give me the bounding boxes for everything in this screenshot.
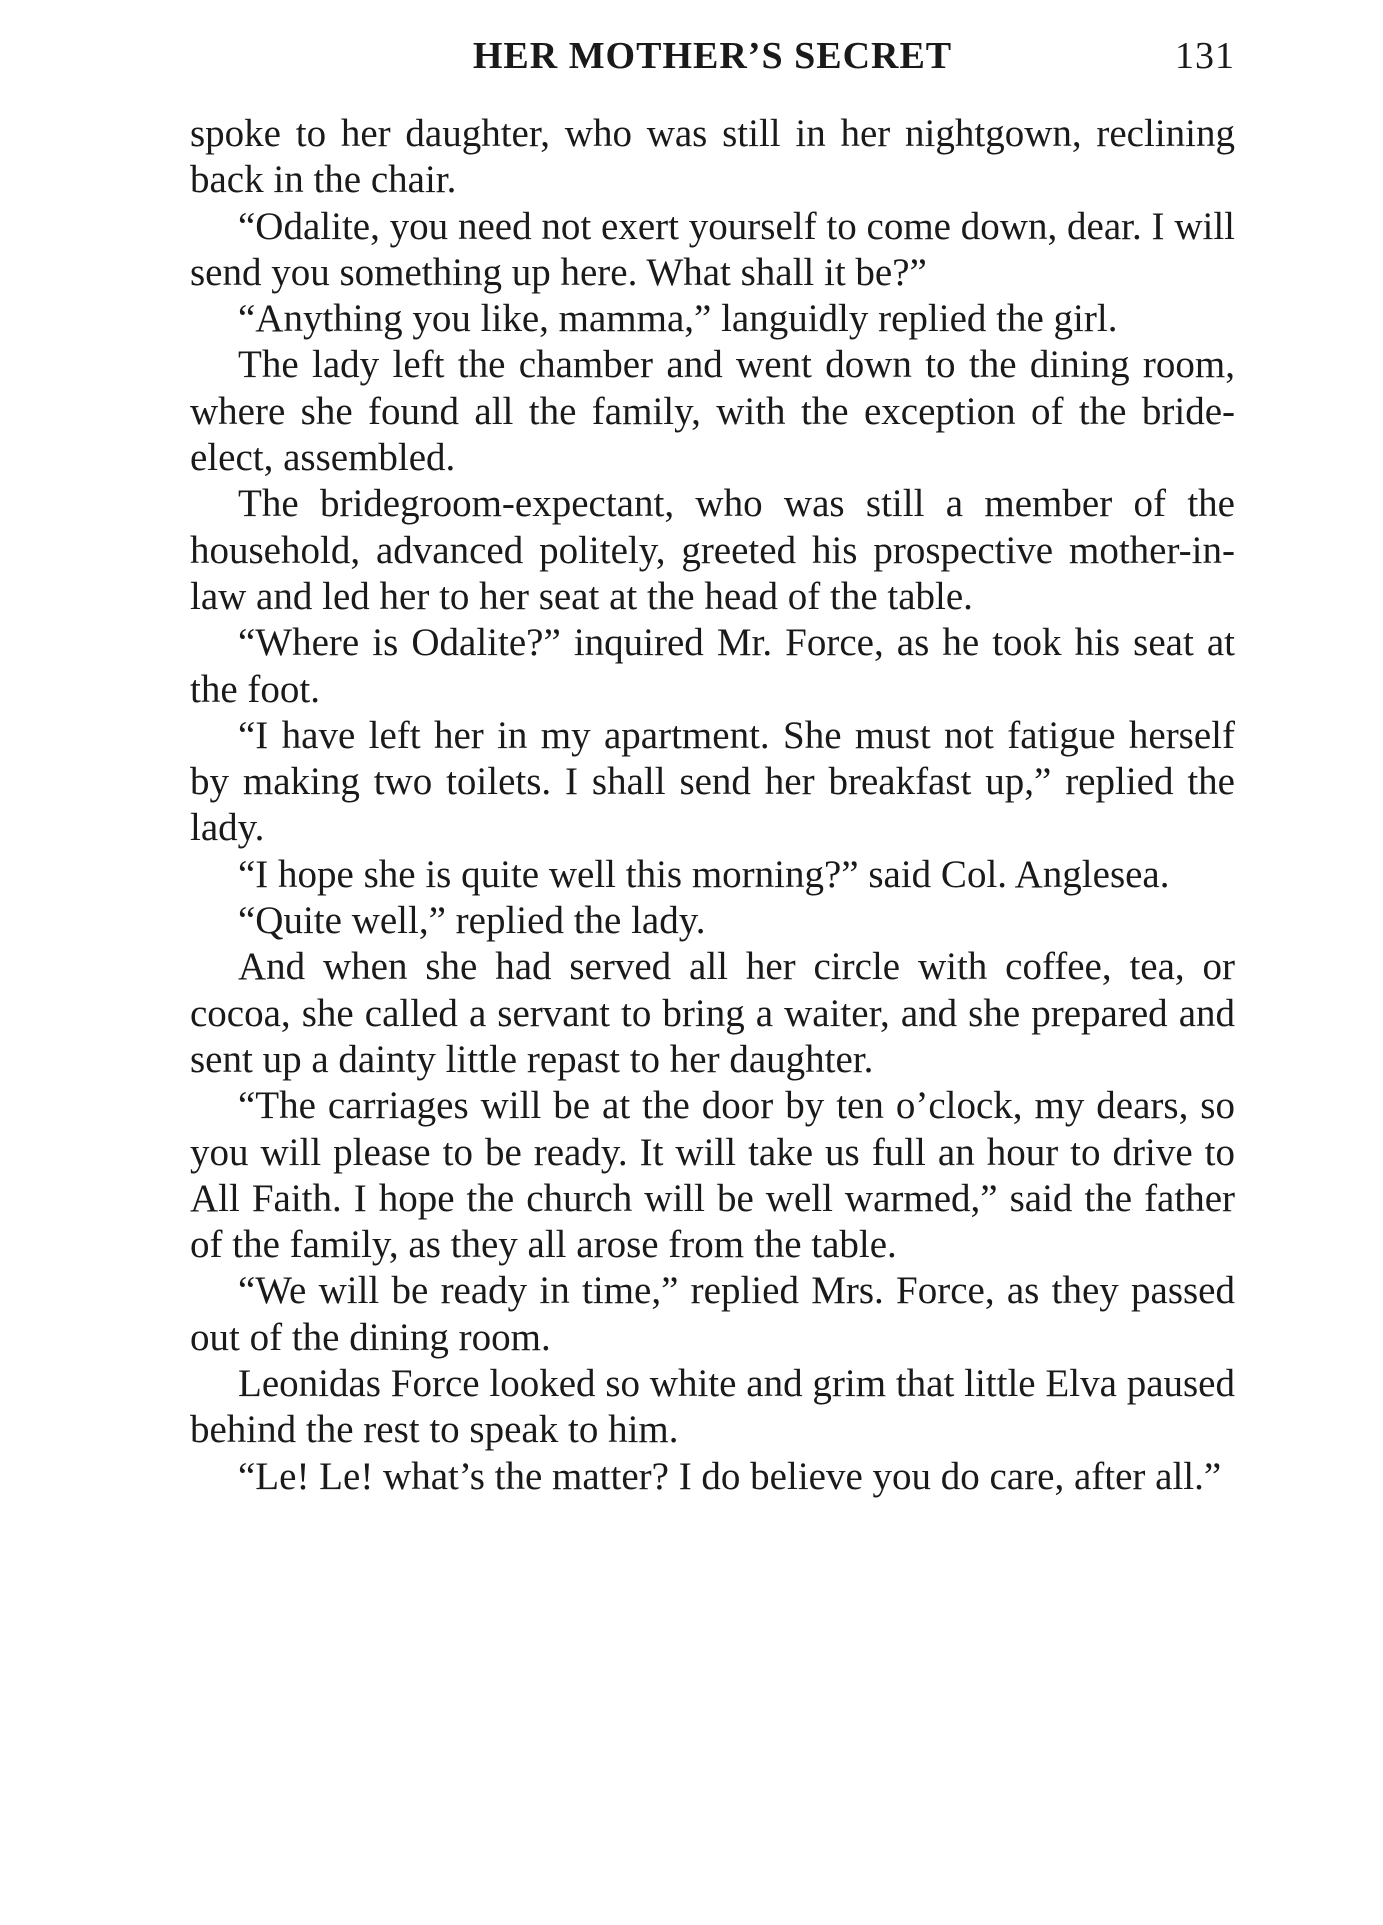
page-number: 131 — [1175, 35, 1235, 77]
paragraph: “I have left her in my apartment. She must not fatigue herself by making two toilets. I shall send her breakfast up,” replied the lady. — [190, 713, 1235, 850]
paragraph: “Where is Odalite?” inquired Mr. Force, as he took his seat at the foot. — [190, 621, 1235, 711]
paragraph: “Odalite, you need not exert yourself to come down, dear. I will send you something up here. What shall it be?” — [190, 204, 1235, 294]
paragraph: “The carriages will be at the door by ten o’clock, my dears, so you will please to be ready. It will take us full an hour to drive to All Faith. I hope the church will be well warmed,” said the father of the family, as they all arose from the table. — [190, 1084, 1235, 1267]
paragraph: “Anything you like, mamma,” languidly replied the girl. — [238, 297, 1118, 341]
paragraph: The bridegroom-expectant, who was still a member of the household, advanced politely, greeted his prospective mother-in-law and led her to her seat at the head of the table. — [190, 482, 1235, 618]
paragraph: Leonidas Force looked so white and grim that little Elva paused behind the rest to speak to him. — [190, 1362, 1235, 1452]
paragraph: “Quite well,” replied the lady. — [238, 899, 706, 943]
paragraph: “Le! Le! what’s the matter? I do believe you do care, after all.” — [238, 1454, 1222, 1498]
paragraph: The lady left the chamber and went down to the dining room, where she found all the family, with the exception of the bride-elect, assembled. — [190, 343, 1235, 480]
paragraph: spoke to her daughter, who was still in her nightgown, reclining back in the chair. — [190, 112, 1235, 202]
running-title: HER MOTHER’S SECRET — [472, 35, 953, 77]
paragraph: And when she had served all her circle with coffee, tea, or cocoa, she called a servant to bring a waiter, and she prepared and sent up a dainty little repast to her daughter. — [190, 945, 1235, 1081]
paragraph: “We will be ready in time,” replied Mrs. Force, as they passed out of the dining room. — [190, 1269, 1235, 1359]
running-head — [190, 26, 1235, 86]
paragraph: “I hope she is quite well this morning?” said Col. Anglesea. — [238, 852, 1170, 896]
body-text — [190, 111, 1235, 1500]
